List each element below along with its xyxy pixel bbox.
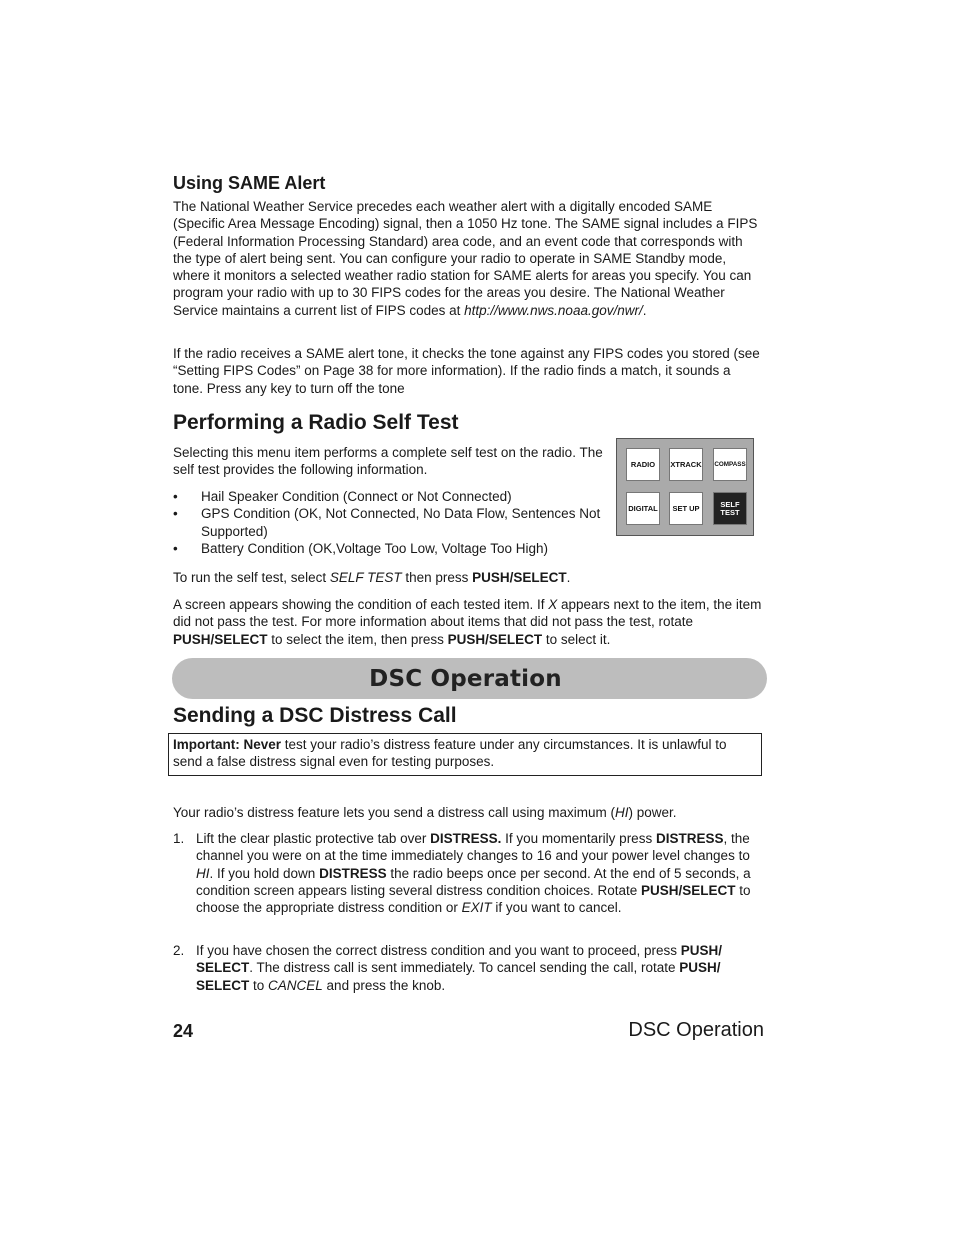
nws-fips-url: http://www.nws.noaa.gov/nwr/	[464, 302, 643, 318]
step-number: 2.	[173, 943, 185, 958]
list-item	[173, 488, 603, 505]
page-number: 24	[173, 1021, 194, 1041]
same-alert-paragraph-2: If the radio receives a SAME alert tone, it checks the tone against any FIPS codes you stored (see “Setting FIPS Codes” on Page 38 for more information). If the radio finds a match, it sounds a tone. Press any key to turn off the tone	[173, 346, 760, 396]
important-label: Important: Never	[173, 737, 282, 752]
numbered-step-2	[173, 942, 763, 994]
chapter-title: DSC Operation	[369, 665, 562, 692]
running-footer-title: DSC Operation	[628, 1019, 764, 1041]
list-item-text: Hail Speaker Condition (Connect or Not Connected)	[201, 489, 512, 504]
step-text: If you have chosen the correct distress condition and you want to proceed, press PUSH/ SELECT. The distress call is sent immediately. To cancel sending the call, rotate PUSH/ SELECT to CANCEL and press the knob.	[196, 943, 723, 993]
step-number: 1.	[173, 831, 185, 846]
list-item	[173, 540, 603, 557]
radio-menu-screen-illustration	[616, 438, 754, 536]
list-item-text: Battery Condition (OK,Voltage Too Low, Voltage Too High)	[201, 540, 548, 556]
list-item-text: GPS Condition (OK, Not Connected, No Data Flow, Sentences Not Supported)	[201, 506, 601, 539]
menu-tile-setup: SET UP	[669, 492, 703, 525]
important-notice-box	[168, 733, 762, 776]
numbered-step-1	[173, 830, 763, 916]
list-item	[173, 505, 603, 540]
run-self-test-instruction: To run the self test, select SELF TEST then press PUSH/SELECT.	[173, 570, 571, 585]
bullet: •	[173, 506, 178, 522]
bullet: •	[173, 540, 178, 556]
chapter-banner	[172, 658, 767, 699]
menu-tile-compass: COMPASS	[713, 448, 747, 481]
section-heading-distress-call: Sending a DSC Distress Call	[173, 704, 457, 727]
self-test-intro: Selecting this menu item performs a complete self test on the radio. The self test provides the following information.	[173, 445, 603, 478]
important-text: test your radio’s distress feature under any circumstances. It is unlawful to send a false distress signal even for testing purposes.	[173, 737, 727, 770]
section-heading-same-alert: Using SAME Alert	[173, 173, 326, 193]
menu-tile-digital: DIGITAL	[626, 492, 660, 525]
self-test-result-paragraph: A screen appears showing the condition of each tested item. If X appears next to the item, the item did not pass the test. For more information about items that did not pass the test, rotate PUSH/SELECT to select the item, then press PUSH/SELECT to select it.	[173, 597, 762, 647]
same-alert-paragraph-1	[173, 198, 763, 319]
step-text: Lift the clear plastic protective tab over DISTRESS. If you momentarily press DISTRESS, the channel you were on at the time immediately changes to 16 and your power level changes to HI. If you hold down DISTRESS the radio beeps once per second. At the end of 5 seconds, a condition screen appears listing several distress condition choices. Rotate PUSH/SELECT to choose the appropriate distress condition or EXIT if you want to cancel.	[196, 831, 751, 916]
same-alert-text: The National Weather Service precedes each weather alert with a digitally encoded SAME (Specific Area Message Encoding) signal, then a 1050 Hz tone. The SAME signal includes a FIPS (Federal Information Processing Standard) area code, and an event code that corresponds with the type of alert being sent. You can configure your radio to operate in SAME Standby mode, where it monitors a selected weather radio station for SAME alerts for areas you specify. You can program your radio with up to 30 FIPS codes for the areas you desire. The National Weather Service maintains a current list of FIPS codes at	[173, 199, 758, 318]
menu-tile-radio: RADIO	[626, 448, 660, 481]
bullet: •	[173, 489, 178, 504]
menu-tile-self-test-selected	[713, 492, 747, 525]
distress-feature-intro: Your radio’s distress feature lets you send a distress call using maximum (HI) power.	[173, 805, 677, 820]
self-test-info-list	[173, 488, 603, 557]
section-heading-self-test: Performing a Radio Self Test	[173, 411, 459, 434]
menu-tile-label: SELF TEST	[720, 499, 740, 517]
period: .	[642, 302, 647, 318]
menu-tile-xtrack: XTRACK	[669, 448, 703, 481]
